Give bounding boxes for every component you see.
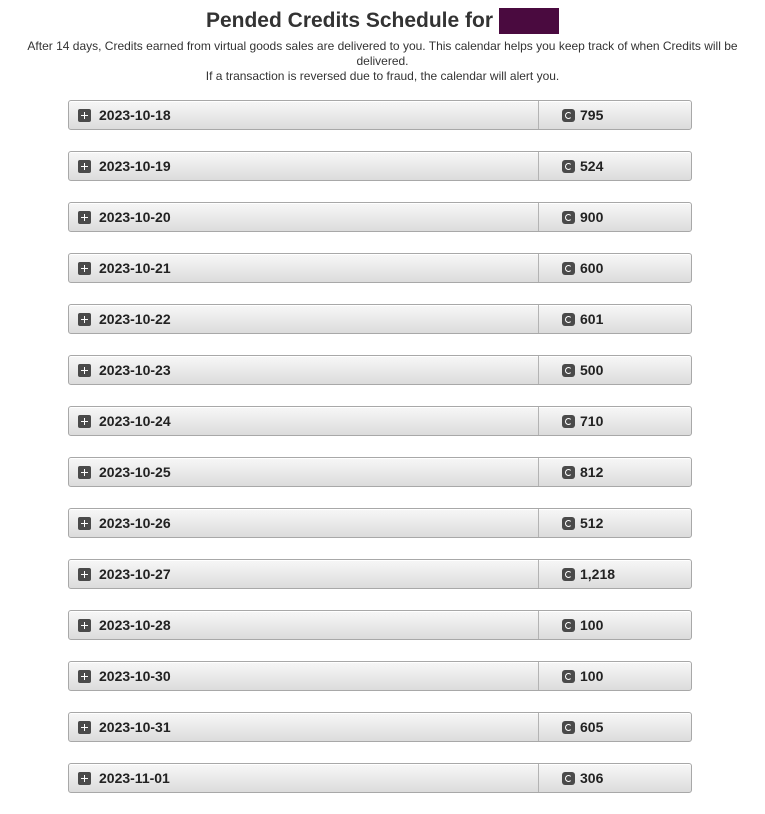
credits-icon: [562, 721, 575, 734]
schedule-row-date-cell: [69, 611, 539, 639]
schedule-row-date-cell: [69, 458, 539, 486]
credit-amount: 1,218: [580, 566, 616, 582]
schedule-row-date-cell: [69, 101, 539, 129]
schedule-row[interactable]: [68, 763, 692, 793]
credits-icon: [562, 568, 575, 581]
schedule-row-amount-cell: [539, 713, 691, 741]
schedule-row[interactable]: [68, 202, 692, 232]
schedule-row-date-cell: [69, 509, 539, 537]
credits-icon: [562, 211, 575, 224]
schedule-row-date-cell: [69, 254, 539, 282]
schedule-row-date-cell: [69, 152, 539, 180]
schedule-row[interactable]: [68, 151, 692, 181]
schedule-row-amount-cell: [539, 509, 691, 537]
credits-icon: [562, 772, 575, 785]
expand-plus-icon[interactable]: [78, 415, 91, 428]
schedule-date: 2023-10-26: [99, 515, 171, 531]
credit-amount: 710: [580, 413, 604, 429]
expand-plus-icon[interactable]: [78, 619, 91, 632]
schedule-date: 2023-10-20: [99, 209, 171, 225]
credit-amount: 601: [580, 311, 604, 327]
schedule-row-date-cell: [69, 305, 539, 333]
expand-plus-icon[interactable]: [78, 721, 91, 734]
expand-plus-icon[interactable]: [78, 313, 91, 326]
schedule-row[interactable]: [68, 661, 692, 691]
schedule-row-date-cell: [69, 356, 539, 384]
credits-icon: [562, 313, 575, 326]
schedule-row-amount-cell: [539, 407, 691, 435]
credit-amount: 900: [580, 209, 604, 225]
expand-plus-icon[interactable]: [78, 466, 91, 479]
schedule-date: 2023-10-31: [99, 719, 171, 735]
credit-amount: 306: [580, 770, 604, 786]
schedule-row-date-cell: [69, 407, 539, 435]
expand-plus-icon[interactable]: [78, 670, 91, 683]
schedule-row-amount-cell: [539, 764, 691, 792]
description-line-2: If a transaction is reversed due to fraud, the calendar will alert you.: [205, 69, 560, 83]
schedule-row[interactable]: [68, 355, 692, 385]
schedule-date: 2023-10-28: [99, 617, 171, 633]
schedule-date: 2023-10-27: [99, 566, 171, 582]
schedule-row-date-cell: [69, 713, 539, 741]
credits-icon: [562, 517, 575, 530]
credits-icon: [562, 109, 575, 122]
schedule-row[interactable]: [68, 559, 692, 589]
credit-amount: 512: [580, 515, 604, 531]
redacted-name: [499, 8, 559, 34]
schedule-date: 2023-10-22: [99, 311, 171, 327]
schedule-row-amount-cell: [539, 254, 691, 282]
schedule-row-amount-cell: [539, 305, 691, 333]
page-title-text: Pended Credits Schedule for: [205, 9, 494, 32]
credit-amount: 795: [580, 107, 604, 123]
schedule-date: 2023-10-30: [99, 668, 171, 684]
schedule-row-amount-cell: [539, 662, 691, 690]
expand-plus-icon[interactable]: [78, 364, 91, 377]
credits-icon: [562, 364, 575, 377]
credits-icon: [562, 415, 575, 428]
schedule-date: 2023-10-18: [99, 107, 171, 123]
page-title: [206, 7, 559, 35]
schedule-row[interactable]: [68, 712, 692, 742]
schedule-row-amount-cell: [539, 101, 691, 129]
expand-plus-icon[interactable]: [78, 568, 91, 581]
schedule-row-amount-cell: [539, 611, 691, 639]
schedule-row[interactable]: [68, 457, 692, 487]
schedule-row-amount-cell: [539, 560, 691, 588]
schedule-row-date-cell: [69, 662, 539, 690]
schedule-date: 2023-10-24: [99, 413, 171, 429]
credit-amount: 524: [580, 158, 604, 174]
schedule-row[interactable]: [68, 508, 692, 538]
schedule-row-amount-cell: [539, 152, 691, 180]
expand-plus-icon[interactable]: [78, 211, 91, 224]
expand-plus-icon[interactable]: [78, 517, 91, 530]
page-header: [0, 0, 765, 84]
credit-amount: 100: [580, 668, 604, 684]
credit-amount: 500: [580, 362, 604, 378]
credits-icon: [562, 262, 575, 275]
schedule-date: 2023-10-19: [99, 158, 171, 174]
expand-plus-icon[interactable]: [78, 160, 91, 173]
credits-icon: [562, 160, 575, 173]
expand-plus-icon[interactable]: [78, 772, 91, 785]
expand-plus-icon[interactable]: [78, 262, 91, 275]
schedule-date: 2023-11-01: [99, 770, 170, 786]
schedule-row[interactable]: [68, 610, 692, 640]
schedule-row[interactable]: [68, 253, 692, 283]
credits-icon: [562, 619, 575, 632]
schedule-row[interactable]: [68, 304, 692, 334]
schedule-row-amount-cell: [539, 356, 691, 384]
schedule-row-date-cell: [69, 203, 539, 231]
schedule-date: 2023-10-21: [99, 260, 171, 276]
schedule-row[interactable]: [68, 100, 692, 130]
schedule-row[interactable]: [68, 406, 692, 436]
page-description: [0, 39, 765, 84]
credits-icon: [562, 466, 575, 479]
schedule-row-date-cell: [69, 560, 539, 588]
schedule-list: [68, 100, 692, 814]
schedule-row-amount-cell: [539, 203, 691, 231]
credit-amount: 600: [580, 260, 604, 276]
credit-amount: 812: [580, 464, 604, 480]
description-line-1: After 14 days, Credits earned from virtual goods sales are delivered to you. This calendar helps you keep track of when Credits will be delivered.: [27, 39, 738, 68]
credit-amount: 605: [580, 719, 604, 735]
schedule-date: 2023-10-25: [99, 464, 171, 480]
credit-amount: 100: [580, 617, 604, 633]
schedule-date: 2023-10-23: [99, 362, 171, 378]
schedule-row-date-cell: [69, 764, 539, 792]
credits-icon: [562, 670, 575, 683]
expand-plus-icon[interactable]: [78, 109, 91, 122]
schedule-row-amount-cell: [539, 458, 691, 486]
